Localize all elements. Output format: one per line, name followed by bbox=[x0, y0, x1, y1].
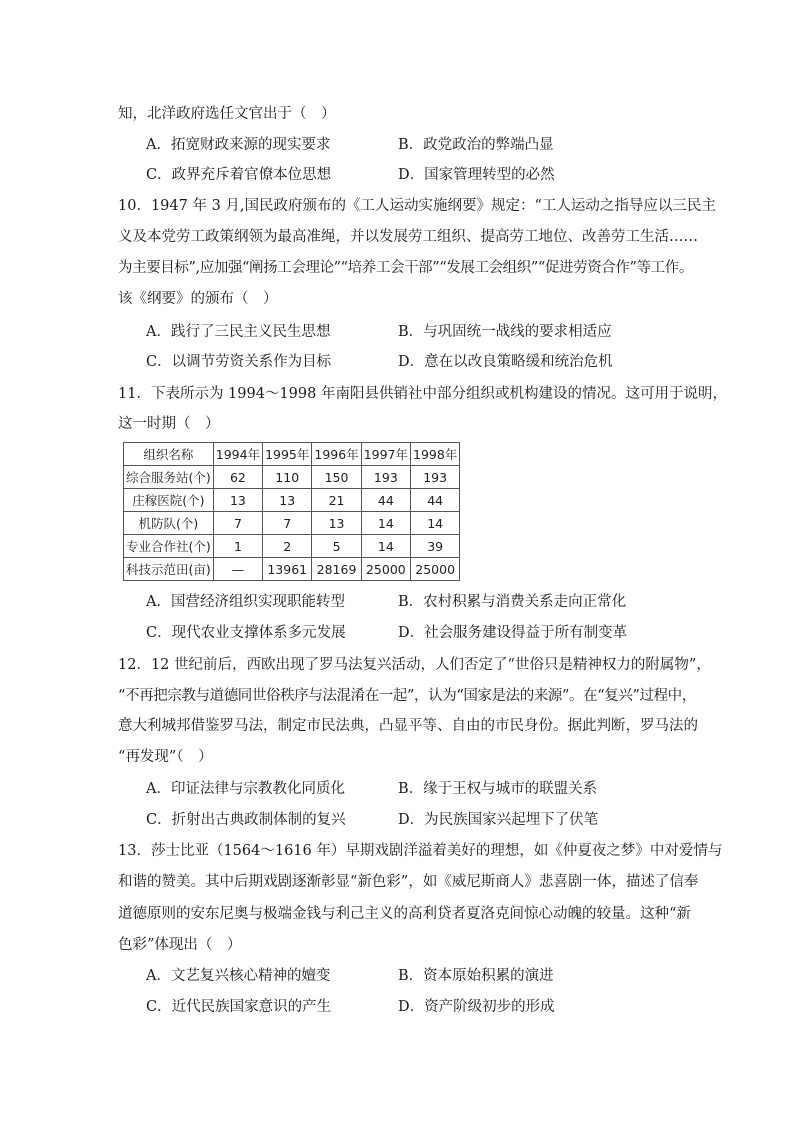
table-cell: 14 bbox=[361, 535, 410, 558]
table-cell: 5 bbox=[312, 535, 361, 558]
q13-stem-line-3: 道德原则的安东尼奥与极端金钱与利己主义的高利贷者夏洛克间惊心动魄的较量。这种“新 bbox=[118, 906, 691, 922]
table-header-cell: 1997年 bbox=[361, 443, 410, 466]
table-cell: 44 bbox=[361, 489, 410, 512]
table-cell: 25000 bbox=[361, 558, 410, 581]
table-row bbox=[124, 466, 460, 489]
q9-option-a: A．拓宽财政来源的现实要求 bbox=[146, 137, 331, 153]
table-cell: 14 bbox=[411, 512, 460, 535]
table-cell: 44 bbox=[411, 489, 460, 512]
q12-stem-line-4: “再发现”（ ） bbox=[118, 749, 213, 765]
q13-stem-line-2: 和谐的赞美。其中后期戏剧逐渐彰显“新色彩”，如《威尼斯商人》悲喜剧一体，描述了信奉 bbox=[118, 874, 699, 890]
table-cell: 150 bbox=[312, 466, 361, 489]
q13-option-b: B．资本原始积累的演进 bbox=[398, 968, 554, 984]
q9-option-d: D．国家管理转型的必然 bbox=[398, 167, 555, 183]
table-cell: 110 bbox=[263, 466, 312, 489]
table-cell: 28169 bbox=[312, 558, 361, 581]
q10-option-d: D．意在以改良策略缓和统治危机 bbox=[398, 354, 613, 370]
q11-data-table bbox=[123, 442, 460, 581]
table-header-cell: 1994年 bbox=[213, 443, 262, 466]
q12-option-c: C．折射出古典政制体制的复兴 bbox=[146, 812, 346, 828]
q12-option-a: A．印证法律与宗教教化同质化 bbox=[146, 781, 345, 797]
q9-stem: 知，北洋政府选任文官出于（ ） bbox=[118, 106, 336, 122]
table-cell: 13 bbox=[263, 489, 312, 512]
q10-stem-line-2: 义及本党劳工政策纲领为最高准绳，并以发展劳工组织、提高劳工地位、改善劳工生活…… bbox=[118, 229, 698, 245]
table-cell: 193 bbox=[361, 466, 410, 489]
table-cell: 25000 bbox=[411, 558, 460, 581]
table-header-cell: 1998年 bbox=[411, 443, 460, 466]
q11-stem-line-1: 11．下表所示为 1994～1998 年南阳县供销社中部分组织或机构建设的情况。这可用于说明， bbox=[118, 386, 727, 402]
table-cell: 1 bbox=[213, 535, 262, 558]
table-cell: 13 bbox=[312, 512, 361, 535]
q10-stem-line-4: 该《纲要》的颁布（ ） bbox=[118, 291, 278, 307]
q10-stem-line-3: 为主要目标”,应加强“阐扬工会理论”“培养工会干部”“发展工会组织”“促进劳资合作”等工作。 bbox=[118, 260, 693, 276]
q13-option-d: D．资产阶级初步的形成 bbox=[398, 999, 555, 1015]
q13-option-a: A．文艺复兴核心精神的嬗变 bbox=[146, 968, 331, 984]
table-cell: 62 bbox=[213, 466, 262, 489]
q11-option-d: D．社会服务建设得益于所有制变革 bbox=[398, 625, 628, 641]
q11-stem-line-2: 这一时期（ ） bbox=[118, 416, 220, 432]
q11-option-b: B．农村积累与消费关系走向正常化 bbox=[398, 594, 627, 610]
table-header-row bbox=[124, 443, 460, 466]
table-cell: 2 bbox=[263, 535, 312, 558]
q12-stem-line-2: “不再把宗教与道德同世俗秩序与法混淆在一起”，认为“国家是法的来源”。在“复兴”过程中， bbox=[118, 688, 696, 704]
q13-option-c: C．近代民族国家意识的产生 bbox=[146, 999, 332, 1015]
table-cell: 综合服务站(个) bbox=[124, 466, 214, 489]
q9-option-c: C．政界充斥着官僚本位思想 bbox=[146, 167, 332, 183]
table-cell: 193 bbox=[411, 466, 460, 489]
q12-option-b: B．缘于王权与城市的联盟关系 bbox=[398, 781, 598, 797]
q9-option-b: B．政党政治的弊端凸显 bbox=[398, 137, 554, 153]
q13-stem-line-1: 13．莎士比亚（1564～1616 年）早期戏剧洋溢着美好的理想，如《仲夏夜之梦》中对爱情与 bbox=[118, 843, 723, 859]
q10-stem-line-1: 10．1947 年 3 月,国民政府颁布的《工人运动实施纲要》规定：“工人运动之指导应以三民主 bbox=[118, 198, 716, 214]
table-cell: 庄稼医院(个) bbox=[124, 489, 214, 512]
table-cell: 科技示范田(亩) bbox=[124, 558, 214, 581]
q10-option-a: A．践行了三民主义民生思想 bbox=[146, 324, 331, 340]
table-cell: 7 bbox=[213, 512, 262, 535]
q12-option-d: D．为民族国家兴起埋下了伏笔 bbox=[398, 812, 599, 828]
table-row bbox=[124, 512, 460, 535]
table-cell: 39 bbox=[411, 535, 460, 558]
table-cell: 21 bbox=[312, 489, 361, 512]
table-row bbox=[124, 558, 460, 581]
table-cell: 专业合作社(个) bbox=[124, 535, 214, 558]
q12-stem-line-3: 意大利城邦借鉴罗马法，制定市民法典，凸显平等、自由的市民身份。据此判断，罗马法的 bbox=[118, 718, 698, 734]
table-cell: 13 bbox=[213, 489, 262, 512]
table-header-cell: 1996年 bbox=[312, 443, 361, 466]
table-cell: 7 bbox=[263, 512, 312, 535]
table-cell: — bbox=[213, 558, 262, 581]
q12-stem-line-1: 12．12 世纪前后，西欧出现了罗马法复兴活动，人们否定了“世俗只是精神权力的附属物”， bbox=[118, 657, 711, 673]
q11-option-a: A．国营经济组织实现职能转型 bbox=[146, 594, 345, 610]
table-row bbox=[124, 535, 460, 558]
q10-option-b: B．与巩固统一战线的要求相适应 bbox=[398, 324, 612, 340]
q11-option-c: C．现代农业支撑体系多元发展 bbox=[146, 625, 346, 641]
table-header-cell: 1995年 bbox=[263, 443, 312, 466]
table-cell: 13961 bbox=[263, 558, 312, 581]
table-cell: 14 bbox=[361, 512, 410, 535]
table-row bbox=[124, 489, 460, 512]
q13-stem-line-4: 色彩”体现出（ ） bbox=[118, 937, 242, 953]
table-cell: 机防队(个) bbox=[124, 512, 214, 535]
table-header-cell: 组织名称 bbox=[124, 443, 214, 466]
q10-option-c: C．以调节劳资关系作为目标 bbox=[146, 354, 332, 370]
